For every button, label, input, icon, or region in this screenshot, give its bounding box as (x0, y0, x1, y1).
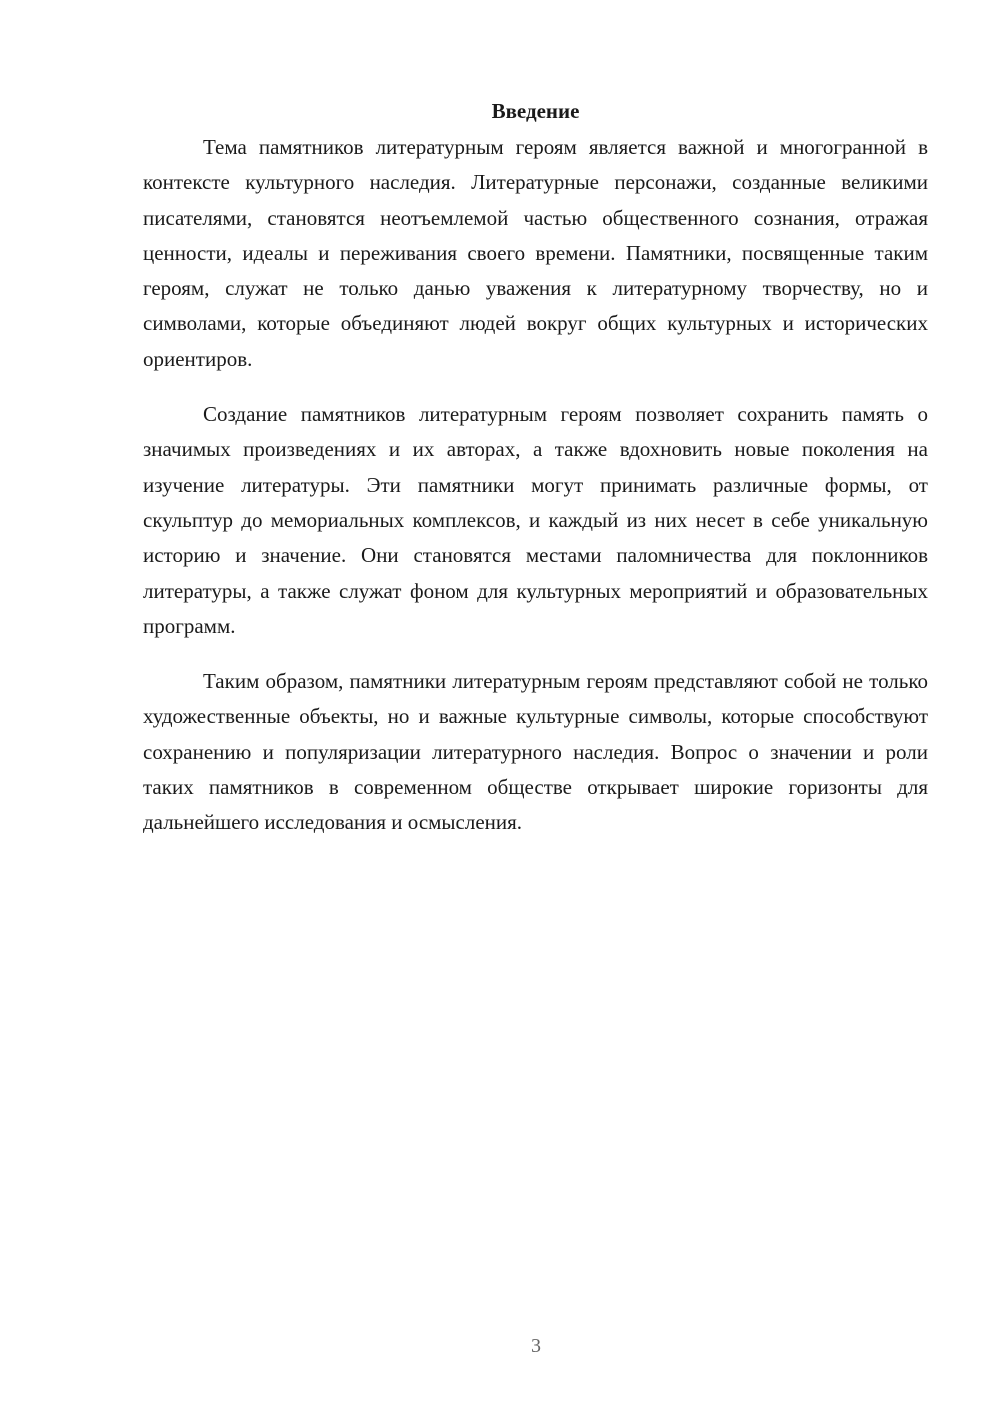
section-heading: Введение (491, 99, 580, 123)
paragraph-3: Таким образом, памятники литературным героям представляют собой не только художественные объекты, но и важные культурные символы, которые способствуют сохранению и популяризации литературного наследия. Вопрос о значении и роли таких памятников в современном обществе открывает широкие горизонты для дальнейшего исследования и осмысления. (143, 669, 928, 835)
page-content (143, 96, 928, 861)
page-number: 3 (531, 1335, 541, 1357)
paragraph-2: Создание памятников литературным героям позволяет сохранить память о значимых произведениях и их авторах, а также вдохновить новые поколения на изучение литературы. Эти памятники могут принимать различные формы, от скульптур до мемориальных комплексов, и каждый из них несет в себе уникальную историю и значение. Они становятся местами паломничества для поклонников литературы, а также служат фоном для культурных мероприятий и образовательных программ. (143, 402, 928, 638)
paragraph-1: Тема памятников литературным героям является важной и многогранной в контексте культурного наследия. Литературные персонажи, созданные великими писателями, становятся неотъемлемой частью общественного сознания, отражая ценности, идеалы и переживания своего времени. Памятники, посвященные таким героям, служат не только данью уважения к литературному творчеству, но и символами, которые объединяют людей вокруг общих культурных и исторических ориентиров. (143, 135, 928, 371)
